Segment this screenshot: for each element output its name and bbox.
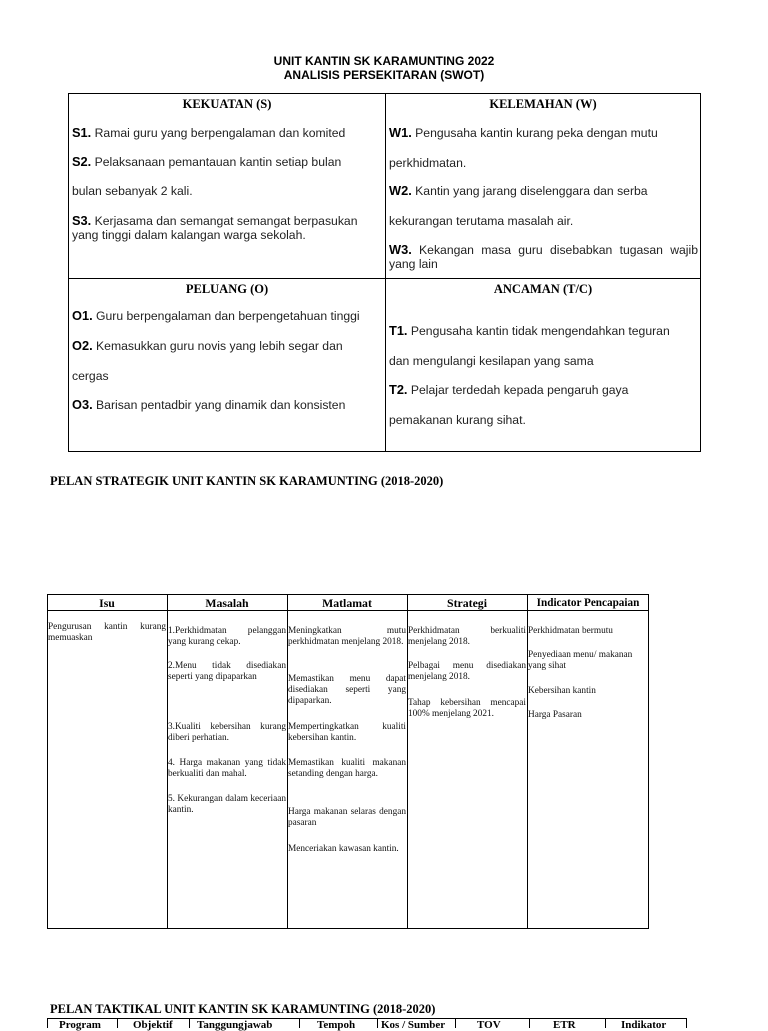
strength-item: bulan sebanyak 2 kali. bbox=[72, 184, 193, 198]
weakness-item: W2. Kantin yang jarang diselenggara dan serba bbox=[389, 183, 648, 198]
column-divider bbox=[117, 1018, 118, 1028]
strategic-plan-title: PELAN STRATEGIK UNIT KANTIN SK KARAMUNTING (2018-2020) bbox=[50, 474, 444, 488]
weakness-item: perkhidmatan. bbox=[389, 156, 467, 170]
column-divider bbox=[686, 1018, 687, 1028]
tactical-header-etr: ETR bbox=[553, 1019, 576, 1031]
tactical-header-objektif: Objektif bbox=[133, 1019, 173, 1031]
tactical-header-program: Program bbox=[59, 1019, 101, 1031]
strength-item: S1. Ramai guru yang berpengalaman dan komited bbox=[72, 125, 346, 140]
swot-table bbox=[68, 93, 701, 452]
column-header-matlamat: Matlamat bbox=[322, 596, 372, 610]
column-divider bbox=[47, 1018, 48, 1028]
strength-item: S2. Pelaksanaan pemantauan kantin setiap bulan bbox=[72, 154, 342, 169]
column-header-strategi: Strategi bbox=[447, 596, 487, 610]
masalah-item: 3.Kualiti kebersihan kurang diberi perhatian. bbox=[168, 722, 286, 743]
strategi-item: Perkhidmatan berkualiti menjelang 2018. bbox=[408, 626, 526, 647]
column-divider bbox=[605, 1018, 606, 1028]
opportunity-item: O1. Guru berpengalaman dan berpengetahuan tinggi bbox=[72, 308, 360, 323]
matlamat-item: Memastikan kualiti makanan setanding dengan harga. bbox=[288, 758, 406, 779]
indicator-item: Penyediaan menu/ makanan yang sihat bbox=[528, 650, 633, 671]
tactical-header-tempoh: Tempoh bbox=[317, 1019, 356, 1031]
matlamat-item: Mempertingkatkan kualiti kebersihan kantin. bbox=[288, 722, 406, 743]
weakness-item: kekurangan terutama masalah air. bbox=[389, 214, 574, 228]
threat-item: dan mengulangi kesilapan yang sama bbox=[389, 354, 594, 368]
column-divider bbox=[189, 1018, 190, 1028]
column-header-masalah: Masalah bbox=[205, 596, 249, 610]
weakness-item: W1. Pengusaha kantin kurang peka dengan mutu bbox=[389, 125, 658, 140]
tactical-header-tanggungjawab: Tanggungjawab bbox=[197, 1019, 273, 1031]
table-header-divider bbox=[47, 610, 649, 611]
weaknesses-cell bbox=[386, 94, 700, 278]
threats-cell bbox=[386, 279, 700, 451]
opportunities-cell bbox=[69, 279, 385, 451]
masalah-item: 1.Perkhidmatan pelanggan yang kurang cekap. bbox=[168, 626, 286, 647]
weaknesses-heading: KELEMAHAN (W) bbox=[489, 97, 597, 111]
strategi-item: Pelbagai menu disediakan menjelang 2018. bbox=[408, 661, 526, 682]
column-divider bbox=[527, 594, 528, 929]
threat-item: T1. Pengusaha kantin tidak mengendahkan teguran bbox=[389, 323, 670, 338]
indicator-item: Harga Pasaran bbox=[528, 710, 582, 720]
column-header-isu: Isu bbox=[99, 596, 115, 610]
opportunity-item: O2. Kemasukkan guru novis yang lebih segar dan bbox=[72, 338, 343, 353]
masalah-item: 2.Menu tidak disediakan seperti yang dipaparkan bbox=[168, 661, 286, 682]
strengths-cell bbox=[69, 94, 385, 278]
column-divider bbox=[529, 1018, 530, 1028]
column-divider bbox=[299, 1018, 300, 1028]
opportunities-heading: PELUANG (O) bbox=[185, 282, 269, 296]
weakness-item: W3. Kekangan masa guru disebabkan tugasan wajib yang lain bbox=[389, 242, 698, 271]
matlamat-item: Memastikan menu dapat disediakan seperti yang dipaparkan. bbox=[288, 674, 406, 706]
column-header-indicator: Indicator Pencapaian bbox=[536, 597, 640, 609]
tactical-header-kos-sumber: Kos / Sumber bbox=[381, 1019, 446, 1031]
matlamat-item: Meningkatkan mutu perkhidmatan menjelang 2018. bbox=[288, 626, 406, 647]
masalah-item: 4. Harga makanan yang tidak berkualiti dan mahal. bbox=[168, 758, 286, 779]
tactical-plan-table bbox=[47, 1018, 687, 1031]
masalah-item: 5. Kekurangan dalam keceriaan kantin. bbox=[168, 794, 286, 815]
indicator-item: Kebersihan kantin bbox=[528, 686, 596, 696]
strengths-heading: KEKUATAN (S) bbox=[182, 97, 272, 111]
strategic-plan-table bbox=[47, 594, 649, 929]
column-divider bbox=[455, 1018, 456, 1028]
threat-item: T2. Pelajar terdedah kepada pengaruh gaya bbox=[389, 382, 629, 397]
opportunity-item: O3. Barisan pentadbir yang dinamik dan konsisten bbox=[72, 397, 346, 412]
threat-item: pemakanan kurang sihat. bbox=[389, 413, 526, 427]
matlamat-item: Menceriakan kawasan kantin. bbox=[288, 844, 399, 854]
tactical-header-tov: TOV bbox=[477, 1019, 501, 1031]
indicator-item: Perkhidmatan bermutu bbox=[528, 626, 613, 636]
matlamat-item: Harga makanan selaras dengan pasaran bbox=[288, 807, 406, 828]
tactical-header-indikator: Indikator bbox=[621, 1019, 667, 1031]
document-title: UNIT KANTIN SK KARAMUNTING 2022 bbox=[273, 54, 495, 68]
isu-text: Pengurusan kantin kurang memuaskan bbox=[48, 622, 166, 643]
strategi-item: Tahap kebersihan mencapai 100% menjelang 2021. bbox=[408, 698, 526, 719]
tactical-plan-title: PELAN TAKTIKAL UNIT KANTIN SK KARAMUNTING (2018-2020) bbox=[50, 1002, 436, 1016]
threats-heading: ANCAMAN (T/C) bbox=[493, 282, 593, 296]
column-divider bbox=[377, 1018, 378, 1028]
opportunity-item: cergas bbox=[72, 369, 109, 383]
strength-item: S3. Kerjasama dan semangat semangat berpasukan yang tinggi dalam kalangan warga sekolah. bbox=[72, 213, 358, 242]
document-subtitle: ANALISIS PERSEKITARAN (SWOT) bbox=[283, 68, 485, 82]
